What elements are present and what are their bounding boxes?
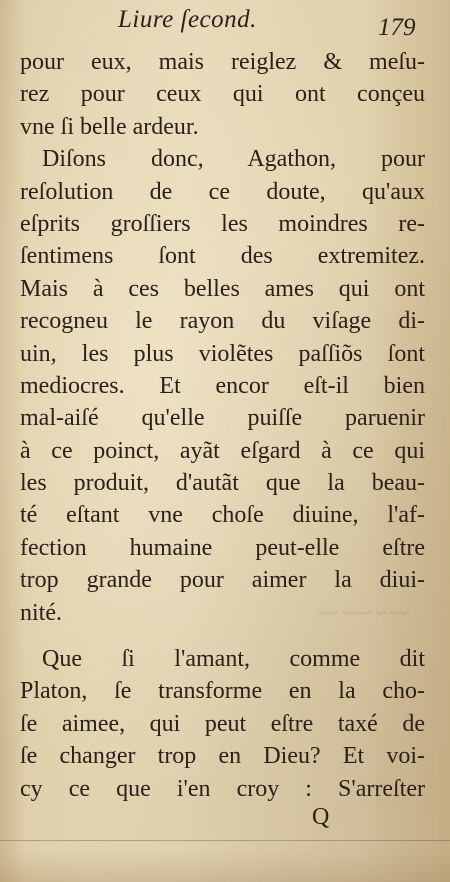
text-line: pour eux, mais reiglez & meſu- bbox=[20, 49, 425, 75]
text-line: cy ce que i'en croy : S'arreſter bbox=[20, 775, 425, 802]
text-line: eſprits groſſiers les moindres re- bbox=[20, 210, 425, 237]
page-edge-shadow bbox=[0, 850, 450, 882]
body-text bbox=[20, 46, 425, 805]
catchword: Q bbox=[312, 804, 330, 830]
text-line: fection humaine peut-elle eſtre bbox=[20, 534, 425, 561]
page-bottom-rule bbox=[0, 840, 450, 841]
paragraph-2 bbox=[20, 143, 425, 629]
text-line: trop grande pour aimer la diui- bbox=[20, 567, 425, 594]
text-line: reſolution de ce doute, qu'aux bbox=[20, 178, 425, 205]
text-line: mal-aiſé qu'elle puiſſe paruenir bbox=[20, 405, 425, 432]
paragraph-1 bbox=[20, 46, 425, 143]
page-number: 179 bbox=[378, 14, 416, 41]
text-line: té eſtant vne choſe diuine, l'af- bbox=[20, 502, 425, 529]
text-line: uin, les plus violẽtes paſſiõs ſont bbox=[20, 340, 425, 367]
running-head: Liure ſecond. bbox=[118, 6, 257, 33]
show-through-text: ~~ ~ ~~~ ~~ bbox=[318, 603, 410, 623]
text-line: les produit, d'autãt que la beau- bbox=[20, 470, 425, 497]
text-line: mediocres. Et encor eſt-il bien bbox=[20, 372, 425, 399]
text-line: rez pour ceux qui ont conçeu bbox=[20, 81, 425, 108]
text-line: Mais à ces belles ames qui ont bbox=[20, 275, 425, 302]
text-line: vne ſi belle ardeur. bbox=[20, 113, 199, 140]
text-line: Platon, ſe transforme en la cho- bbox=[20, 678, 425, 705]
text-line: recogneu le rayon du viſage di- bbox=[20, 308, 425, 335]
paragraph-3 bbox=[20, 643, 425, 805]
text-line: nité. bbox=[20, 599, 62, 626]
paragraph-gap bbox=[20, 629, 425, 643]
text-line: ſe aimee, qui peut eſtre taxé de bbox=[20, 710, 425, 737]
page-header bbox=[0, 4, 450, 40]
text-line: Que ſi l'amant, comme dit bbox=[42, 646, 425, 673]
text-line: Diſons donc, Agathon, pour bbox=[42, 146, 425, 173]
text-line: ſentimens ſont des extremitez. bbox=[20, 243, 425, 270]
text-line: à ce poinct, ayãt eſgard à ce qui bbox=[20, 437, 425, 464]
text-line: ſe changer trop en Dieu? Et voi- bbox=[20, 743, 425, 770]
